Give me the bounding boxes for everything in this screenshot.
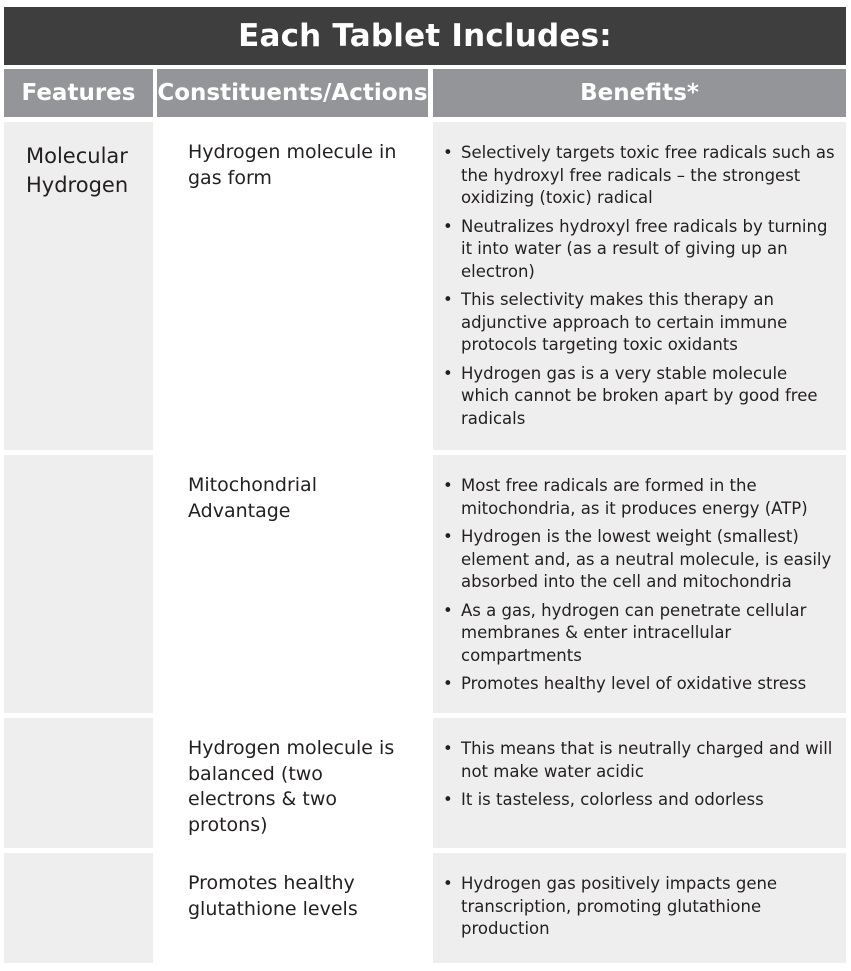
feature-cell xyxy=(4,853,153,963)
constituent-label: Hydrogen molecule in gas form xyxy=(188,141,397,189)
header-constituents: Constituents/Actions xyxy=(157,69,428,117)
benefit-item: • Neutralizes hydroxyl free radicals by turning it into water (as a result of giving up an electron) xyxy=(441,216,840,284)
constituent-cell xyxy=(157,122,428,450)
header-features: Features xyxy=(4,69,153,117)
constituent-cell xyxy=(157,853,428,963)
benefit-item: • This selectivity makes this therapy an adjunctive approach to certain immune protocols targeting toxic oxidants xyxy=(441,289,840,357)
benefit-item: • Hydrogen is the lowest weight (smallest) element and, as a neutral molecule, is easily absorbed into the cell and mitochondria xyxy=(441,526,840,594)
benefits-cell xyxy=(433,455,846,713)
constituent-cell xyxy=(157,455,428,713)
benefit-item: • As a gas, hydrogen can penetrate cellular membranes & enter intracellular compartments xyxy=(441,600,840,668)
benefit-item: • Selectively targets toxic free radicals such as the hydroxyl free radicals – the strongest oxidizing (toxic) radical xyxy=(441,142,840,210)
benefit-item: • Promotes healthy level of oxidative stress xyxy=(441,673,840,696)
benefits-list xyxy=(441,142,840,436)
constituent-cell xyxy=(157,718,428,848)
benefits-cell xyxy=(433,853,846,963)
benefits-cell xyxy=(433,718,846,848)
benefits-cell xyxy=(433,122,846,450)
feature-cell xyxy=(4,122,153,450)
benefit-item: • It is tasteless, colorless and odorless xyxy=(441,789,840,812)
benefit-item: • This means that is neutrally charged and will not make water acidic xyxy=(441,738,840,783)
benefit-item: • Hydrogen gas is a very stable molecule which cannot be broken apart by good free radicals xyxy=(441,363,840,431)
constituent-label: Promotes healthy glutathione levels xyxy=(188,872,358,920)
constituent-label: Hydrogen molecule is balanced (two electrons & two protons) xyxy=(188,737,395,836)
benefits-list xyxy=(441,475,840,702)
header-benefits: Benefits* xyxy=(433,69,846,117)
benefit-item: • Most free radicals are formed in the mitochondria, as it produces energy (ATP) xyxy=(441,475,840,520)
feature-cell xyxy=(4,455,153,713)
benefits-list xyxy=(441,873,840,947)
constituent-label: Mitochondrial Advantage xyxy=(188,474,317,522)
benefit-item: • Hydrogen gas positively impacts gene transcription, promoting glutathione production xyxy=(441,873,840,941)
feature-label: Molecular Hydrogen xyxy=(26,144,129,197)
feature-cell xyxy=(4,718,153,848)
table-title: Each Tablet Includes: xyxy=(4,7,846,65)
benefits-list xyxy=(441,738,840,818)
